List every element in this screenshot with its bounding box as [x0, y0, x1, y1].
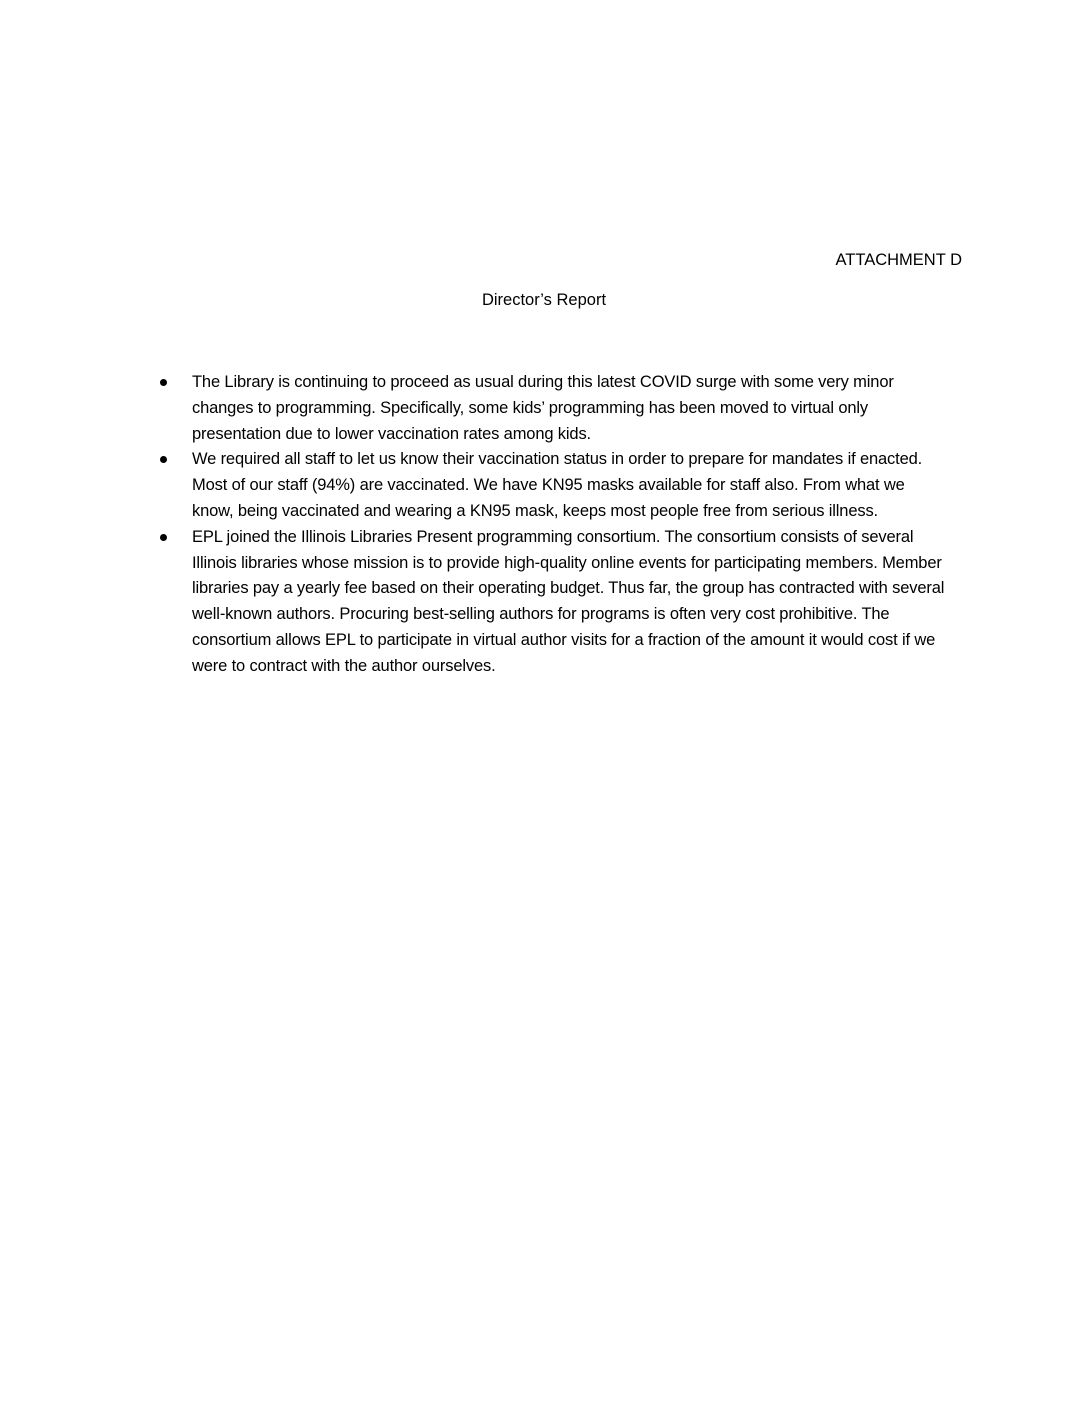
attachment-label: ATTACHMENT D: [835, 251, 962, 269]
bullet-text: The Library is continuing to proceed as usual during this latest COVID surge with some very minor changes to programming. Specifically, some kids’ programming has been moved to virtual only presentation due to lower vaccination rates among kids.: [192, 373, 894, 443]
bullet-item-consortium: [150, 525, 950, 680]
bullet-icon: [160, 456, 167, 463]
bullet-item-staff-vaccination: [150, 447, 950, 524]
bullet-item-library-operations: [150, 370, 950, 447]
report-title: Director’s Report: [481, 291, 607, 309]
bullet-text: EPL joined the Illinois Libraries Present programming consortium. The consortium consists of several Illinois libraries whose mission is to provide high-quality online events for participating members. Member libraries pay a yearly fee based on their operating budget. Thus far, the group has contracted with several well-known authors. Procuring best-selling authors for programs is often very cost prohibitive. The consortium allows EPL to participate in virtual author visits for a fraction of the amount it would cost if we were to contract with the author ourselves.: [192, 527, 945, 675]
bullet-list: [150, 370, 950, 680]
bullet-icon: [160, 379, 167, 386]
bullet-icon: [160, 534, 167, 541]
bullet-text: We required all staff to let us know their vaccination status in order to prepare for mandates if enacted. Most of our staff (94%) are vaccinated. We have KN95 masks available for staff also. From what we know, being vaccinated and wearing a KN95 mask, keeps most people free from serious illness.: [192, 450, 923, 520]
